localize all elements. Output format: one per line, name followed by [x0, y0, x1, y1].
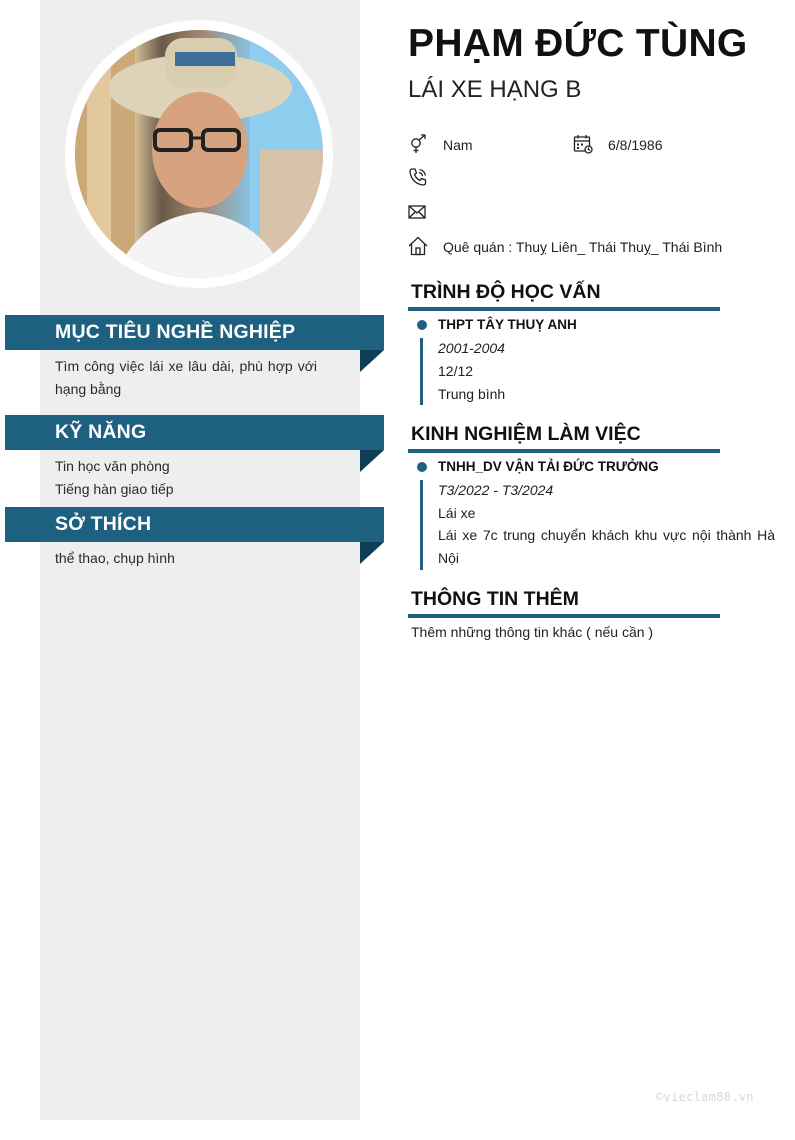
- hobbies-header: [5, 507, 384, 542]
- section-divider: [408, 614, 720, 618]
- education-period: 2001-2004: [438, 340, 505, 356]
- email-icon: [408, 202, 428, 222]
- gender-icon: [408, 134, 428, 154]
- hobbies-text: thể thao, chụp hình: [55, 550, 175, 566]
- experience-period: T3/2022 - T3/2024: [438, 482, 554, 498]
- ribbon-fold: [360, 450, 384, 472]
- section-divider: [408, 449, 720, 453]
- education-grade: 12/12: [438, 363, 474, 379]
- experience-description: Lái xe 7c trung chuyển khách khu vực nội thành Hà Nội: [438, 527, 775, 566]
- home-icon: [408, 236, 428, 256]
- dob-value: 6/8/1986: [608, 137, 663, 153]
- school-name: THPT TÂY THUỴ ANH: [438, 317, 577, 332]
- experience-title: KINH NGHIỆM LÀM VIỆC: [411, 423, 641, 445]
- ribbon-fold: [360, 542, 384, 564]
- gender-value: Nam: [443, 137, 473, 153]
- hobbies-title: SỞ THÍCH: [55, 513, 152, 535]
- education-ranking: Trung bình: [438, 386, 506, 402]
- additional-text: Thêm những thông tin khác ( nếu cần ): [411, 624, 654, 640]
- hometown-value: Quê quán : Thuỵ Liên_ Thái Thuỵ_ Thái Bình: [443, 239, 723, 255]
- education-title: TRÌNH ĐỘ HỌC VẤN: [411, 281, 601, 303]
- section-divider: [408, 307, 720, 311]
- objective-title: MỤC TIÊU NGHỀ NGHIỆP: [55, 321, 296, 343]
- job-title: LÁI XE HẠNG B: [408, 76, 582, 103]
- company-name: TNHH_DV VẬN TẢI ĐỨC TRƯỞNG: [438, 459, 659, 474]
- phone-icon: [408, 167, 428, 187]
- skill-item: Tin học văn phòng: [55, 458, 170, 474]
- avatar: [75, 30, 323, 278]
- objective-header: [5, 315, 384, 350]
- timeline-line: [420, 338, 423, 405]
- ribbon-fold: [360, 350, 384, 372]
- skills-header: [5, 415, 384, 450]
- timeline-line: [420, 480, 423, 570]
- skill-item: Tiếng hàn giao tiếp: [55, 481, 174, 497]
- watermark: ©vieclam88.vn: [656, 1090, 754, 1104]
- additional-title: THÔNG TIN THÊM: [411, 588, 579, 610]
- experience-position: Lái xe: [438, 505, 476, 521]
- objective-text: Tìm công việc lái xe lâu dài, phù hợp với hạng bằng: [55, 358, 317, 397]
- candidate-name: PHẠM ĐỨC TÙNG: [408, 22, 748, 65]
- timeline-bullet: [417, 462, 427, 472]
- calendar-icon: [573, 134, 593, 154]
- timeline-bullet: [417, 320, 427, 330]
- skills-title: KỸ NĂNG: [55, 421, 147, 443]
